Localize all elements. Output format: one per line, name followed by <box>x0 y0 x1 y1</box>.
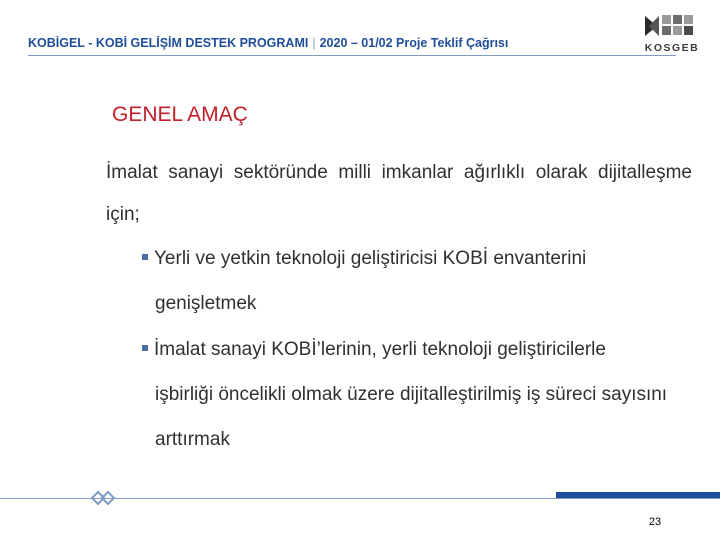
page-number: 23 <box>648 516 662 528</box>
bullet-continuation: genişletmek <box>155 293 257 314</box>
nav-diamond-icon <box>90 490 116 506</box>
header-divider <box>28 55 676 56</box>
section-title: GENEL AMAÇ <box>112 103 248 126</box>
footer-accent-bar <box>556 492 720 498</box>
header-separator: | <box>312 36 316 50</box>
header-title <box>28 36 508 50</box>
bullet-continuation: işbirliği öncelikli olmak üzere dijitalleştirilmiş iş süreci sayısını arttırmak <box>155 384 668 450</box>
slide-header <box>0 0 720 70</box>
kosgeb-logo <box>643 12 701 56</box>
bullet-item <box>142 327 690 462</box>
kosgeb-logo-icon <box>643 12 701 42</box>
program-name: KOBİGEL - KOBİ GELİŞİM DESTEK PROGRAMI <box>28 36 309 50</box>
bullet-line-1: Yerli ve yetkin teknoloji geliştiricisi KOBİ envanterini <box>154 248 587 269</box>
intro-paragraph: İmalat sanayi sektöründe milli imkanlar ağırlıklı olarak dijitalleşme için; <box>106 162 692 225</box>
bullet-square-icon <box>142 345 148 351</box>
bullet-item <box>142 236 690 326</box>
bullet-line-1: İmalat sanayi KOBİ’lerinin, yerli teknoloji geliştiricilerle <box>154 339 606 360</box>
logo-text: KOSGEB <box>644 42 700 54</box>
bullet-square-icon <box>142 254 148 260</box>
call-name: 2020 – 01/02 Proje Teklif Çağrısı <box>319 36 509 50</box>
